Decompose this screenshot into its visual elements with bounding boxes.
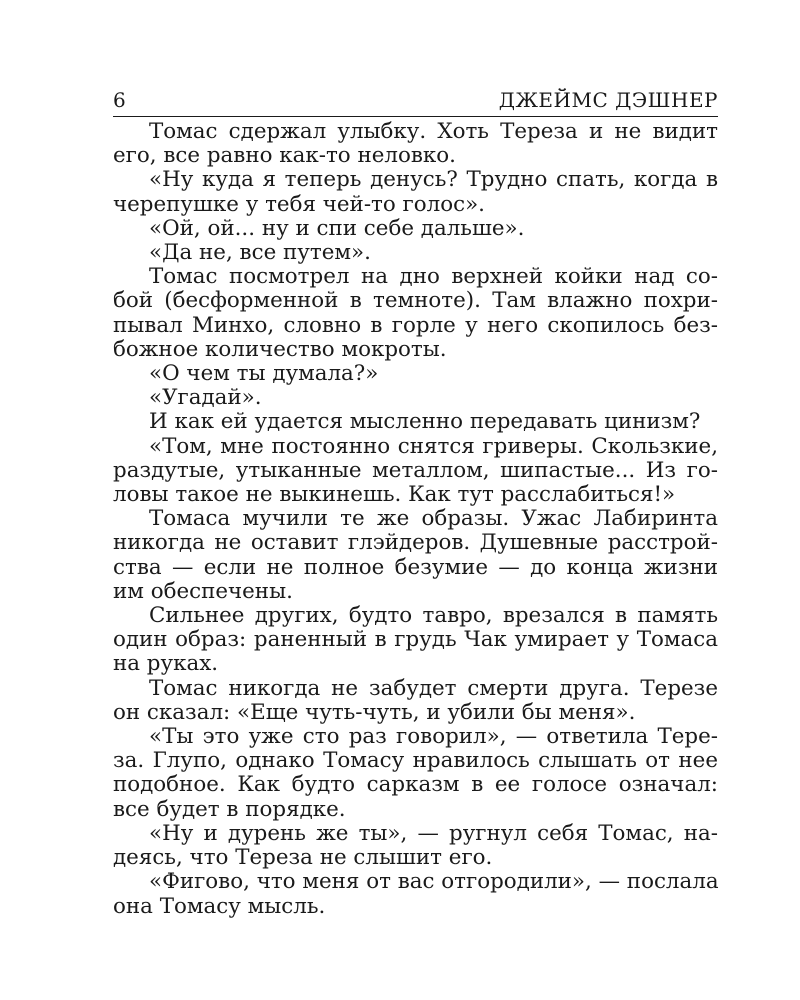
paragraph — [113, 822, 718, 870]
text-line: «Том, мне постоянно снятся гриверы. Скользкие, — [149, 433, 718, 459]
running-header — [113, 88, 718, 117]
paragraph — [113, 241, 718, 265]
text-line: черепушке у тебя чей-то голос». — [113, 191, 485, 217]
paragraph — [113, 217, 718, 241]
text-line: Томас посмотрел на дно верхней койки над со- — [149, 264, 718, 290]
text-line: на руках. — [113, 651, 219, 677]
text-line: она Томасу мысль. — [113, 893, 326, 919]
body-text — [113, 120, 718, 919]
text-line: его, все равно как-то неловко. — [113, 143, 456, 169]
text-line: «Ну куда я теперь денусь? Трудно спать, когда в — [149, 167, 718, 193]
text-line: Томаса мучили те же образы. Ужас Лабиринта — [149, 506, 718, 532]
text-line: один образ: раненный в грудь Чак умирает у Томаса — [113, 627, 718, 653]
text-line: «О чем ты думала?» — [149, 361, 379, 387]
paragraph — [113, 870, 718, 918]
text-line: бой (бесформенной в темноте). Там влажно похри- — [113, 288, 718, 314]
text-line: «Угадай». — [149, 385, 262, 411]
text-line: деясь, что Тереза не слышит его. — [113, 845, 493, 871]
paragraph — [113, 677, 718, 725]
text-line: Томас сдержал улыбку. Хоть Тереза и не видит — [149, 119, 718, 144]
paragraph — [113, 604, 718, 677]
text-line: И как ей удается мысленно передавать цинизм? — [149, 409, 701, 435]
text-line: «Фигово, что меня от вас отгородили», — послала — [149, 869, 719, 895]
paragraph — [113, 265, 718, 362]
text-line: Сильнее других, будто тавро, врезался в память — [149, 603, 718, 629]
text-line: ловы такое не выкинешь. Как тут расслабиться!» — [113, 482, 676, 508]
paragraph — [113, 362, 718, 386]
text-line: «Ну и дурень же ты», — ругнул себя Томас, на- — [149, 820, 718, 846]
paragraph — [113, 120, 718, 168]
text-line: за. Глупо, однако Томасу нравилось слышать от нее — [113, 748, 718, 774]
page-number: 6 — [113, 88, 126, 112]
text-line: пывал Минхо, словно в горле у него скопилось без- — [113, 312, 718, 338]
text-line: ства — если не полное безумие — до конца жизни — [113, 554, 718, 580]
paragraph — [113, 435, 718, 508]
text-line: «Да не, все путем». — [149, 240, 371, 266]
paragraph — [113, 386, 718, 410]
text-line: «Ты это уже сто раз говорил», — ответила Тере- — [149, 724, 718, 750]
paragraph — [113, 168, 718, 216]
paragraph — [113, 410, 718, 434]
text-line: Томас никогда не забудет смерти друга. Терезе — [149, 675, 718, 701]
text-line: он сказал: «Еще чуть-чуть, и убили бы меня». — [113, 699, 636, 725]
text-line: «Ой, ой... ну и спи себе дальше». — [149, 215, 525, 241]
text-line: им обеспечены. — [113, 578, 293, 604]
text-line: божное количество мокроты. — [113, 336, 447, 362]
text-line: никогда не оставит глэйдеров. Душевные расстрой- — [113, 530, 718, 556]
book-page — [113, 88, 718, 919]
text-line: подобное. Как будто сарказм в ее голосе означал: — [113, 772, 718, 798]
paragraph — [113, 725, 718, 822]
paragraph — [113, 507, 718, 604]
text-line: раздутые, утыканные металлом, шипастые... Из го- — [113, 457, 718, 483]
author-name: ДЖЕЙМС ДЭШНЕР — [498, 88, 718, 112]
text-line: все будет в порядке. — [113, 796, 346, 822]
